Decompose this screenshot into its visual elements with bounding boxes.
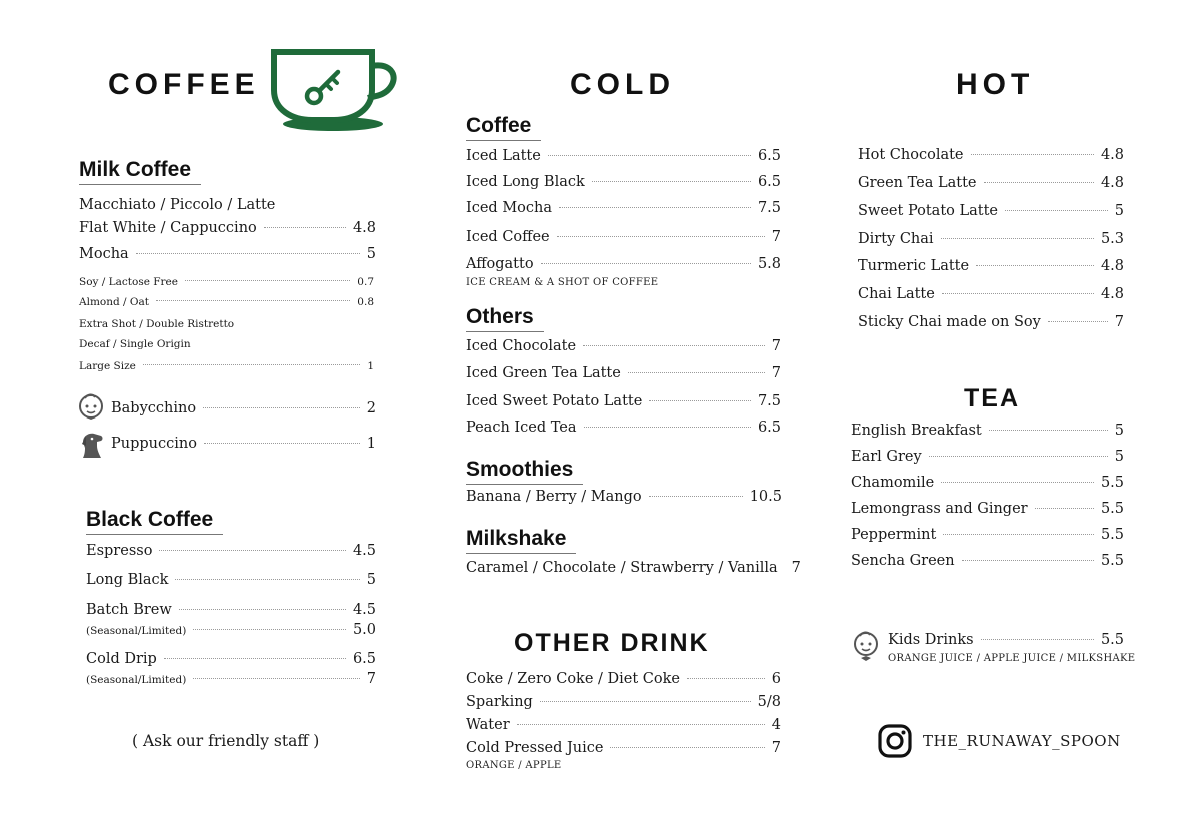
menu-item: Green Tea Latte 4.8: [858, 175, 1124, 191]
menu-item: Banana / Berry / Mango 10.5: [466, 489, 782, 505]
menu-item: (Seasonal/Limited) 7: [86, 671, 376, 687]
menu-item: Batch Brew 4.5: [86, 602, 376, 618]
menu-item: Hot Chocolate 4.8: [858, 147, 1124, 163]
cold-title: COLD: [570, 68, 675, 101]
juice-note: ORANGE / APPLE: [466, 760, 562, 771]
menu-item: Peach Iced Tea 6.5: [466, 420, 781, 436]
kids-note: ORANGE JUICE / APPLE JUICE / MILKSHAKE: [888, 653, 1136, 664]
baby-face-icon: [77, 392, 105, 422]
menu-item: Chai Latte 4.8: [858, 286, 1124, 302]
menu-item: Puppuccino 1: [111, 436, 376, 452]
menu-item: Sparking 5/8: [466, 694, 781, 710]
menu-item: Iced Chocolate 7: [466, 338, 781, 354]
smoothies-title: Smoothies: [466, 458, 583, 485]
menu-item: English Breakfast 5: [851, 423, 1124, 439]
menu-item: Iced Long Black 6.5: [466, 174, 781, 190]
menu-item: Sweet Potato Latte 5: [858, 203, 1124, 219]
menu-item: Babycchino 2: [111, 400, 376, 416]
menu-item: Water 4: [466, 717, 781, 733]
coffee-cup-logo-icon: [268, 48, 398, 136]
decaf-line: Decaf / Single Origin: [79, 338, 191, 350]
menu-extra: Almond / Oat 0.8: [79, 296, 374, 308]
ask-staff-note: ( Ask our friendly staff ): [132, 732, 320, 750]
menu-item: Cold Pressed Juice 7: [466, 740, 781, 756]
menu-item: Kids Drinks 5.5: [888, 632, 1124, 648]
menu-item: Iced Sweet Potato Latte 7.5: [466, 393, 781, 409]
black-coffee-title: Black Coffee: [86, 508, 223, 535]
menu-item: Flat White / Cappuccino 4.8: [79, 220, 376, 236]
menu-item: Mocha 5: [79, 246, 376, 262]
menu-item: (Seasonal/Limited) 5.0: [86, 622, 376, 638]
menu-item: Sencha Green 5.5: [851, 553, 1124, 569]
instagram-handle: THE_RUNAWAY_SPOON: [923, 732, 1121, 750]
menu-extra: Large Size 1: [79, 360, 374, 372]
macchiato-line: Macchiato / Piccolo / Latte: [79, 197, 276, 213]
menu-item: Sticky Chai made on Soy 7: [858, 314, 1124, 330]
dog-icon: [79, 432, 105, 460]
hot-title: HOT: [956, 68, 1035, 101]
menu-item: Lemongrass and Ginger 5.5: [851, 501, 1124, 517]
menu-item: Espresso 4.5: [86, 543, 376, 559]
menu-extra: Soy / Lactose Free 0.7: [79, 276, 374, 288]
menu-item: Caramel / Chocolate / Strawberry / Vanilla 7: [466, 560, 801, 576]
menu-item: Dirty Chai 5.3: [858, 231, 1124, 247]
instagram-icon: [878, 724, 912, 758]
milkshake-title: Milkshake: [466, 527, 576, 554]
affogatto-note: ICE CREAM & A SHOT OF COFFEE: [466, 277, 659, 288]
menu-item: Chamomile 5.5: [851, 475, 1124, 491]
tea-title: TEA: [964, 384, 1020, 412]
menu-item: Iced Green Tea Latte 7: [466, 365, 781, 381]
menu-item: Peppermint 5.5: [851, 527, 1124, 543]
menu-item: Affogatto 5.8: [466, 256, 781, 272]
menu-item: Iced Latte 6.5: [466, 148, 781, 164]
milk-coffee-title: Milk Coffee: [79, 158, 201, 185]
menu-item: Iced Mocha 7.5: [466, 200, 781, 216]
menu-item: Coke / Zero Coke / Diet Coke 6: [466, 671, 781, 687]
coffee-title: COFFEE: [108, 68, 260, 101]
cold-coffee-title: Coffee: [466, 114, 541, 141]
others-title: Others: [466, 305, 544, 332]
extra-shot-line: Extra Shot / Double Ristretto: [79, 318, 235, 330]
menu-item: Iced Coffee 7: [466, 229, 781, 245]
menu-item: Cold Drip 6.5: [86, 651, 376, 667]
menu-item: Earl Grey 5: [851, 449, 1124, 465]
other-drink-title: OTHER DRINK: [514, 629, 710, 657]
baby-face-icon: [852, 630, 880, 664]
menu-item: Turmeric Latte 4.8: [858, 258, 1124, 274]
menu-item: Long Black 5: [86, 572, 376, 588]
